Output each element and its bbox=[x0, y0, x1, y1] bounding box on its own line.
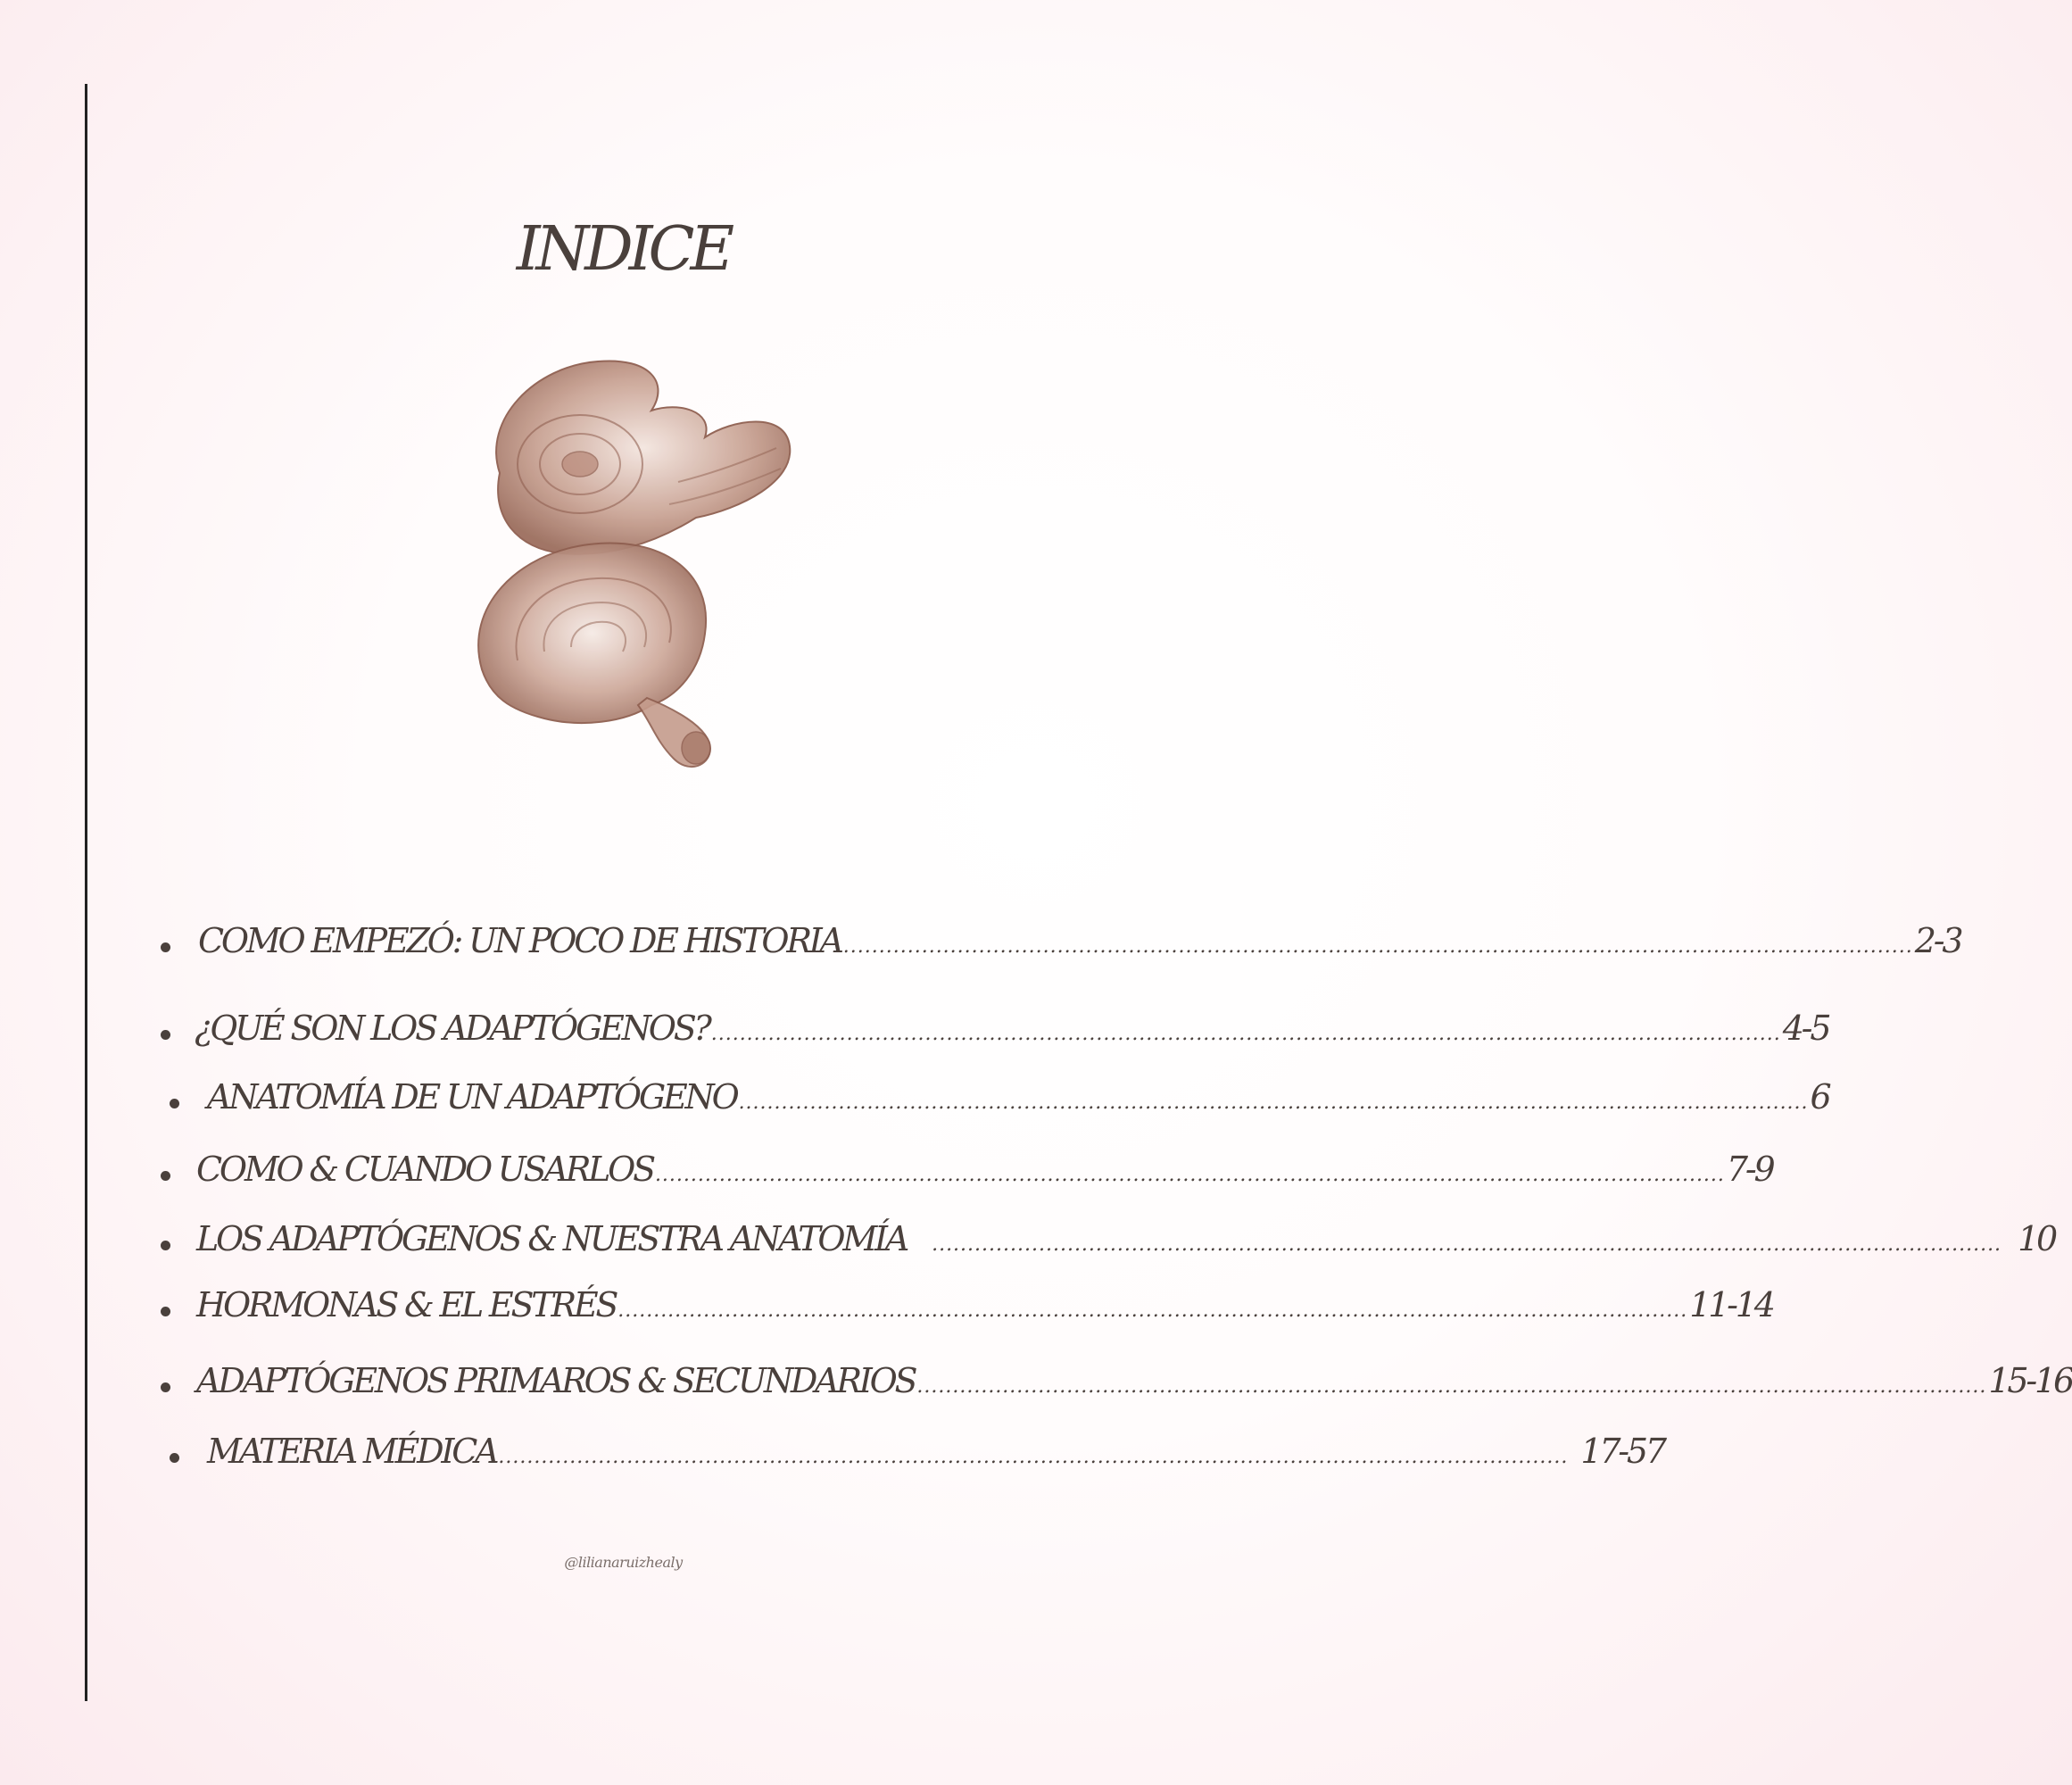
toc-item[interactable] bbox=[195, 1009, 1829, 1053]
toc-item-label: ADAPTÓGENOS PRIMAROS & SECUNDARIOS bbox=[196, 1361, 916, 1400]
toc-item-pages: 17-57 bbox=[1580, 1432, 1664, 1471]
toc-item[interactable] bbox=[207, 1432, 1664, 1476]
bullet-icon bbox=[161, 1307, 170, 1316]
bullet-icon bbox=[161, 1382, 170, 1392]
toc-dot-leader: ...................................................................................................................................................... bbox=[842, 935, 1913, 958]
bullet-icon bbox=[161, 942, 170, 952]
toc-item-pages: 4-5 bbox=[1782, 1009, 1829, 1048]
toc-dot-leader: ...................................................................................................................................................... bbox=[738, 1092, 1809, 1114]
toc-item-label: COMO EMPEZÓ: UN POCO DE HISTORIA bbox=[198, 921, 841, 960]
toc-item[interactable] bbox=[196, 1361, 2072, 1406]
toc-item-pages: 11-14 bbox=[1689, 1285, 1773, 1324]
footer-handle: @lilianaruizhealy bbox=[564, 1554, 683, 1571]
bullet-icon bbox=[170, 1453, 179, 1463]
toc-item-label: LOS ADAPTÓGENOS & NUESTRA ANATOMÍA bbox=[196, 1219, 908, 1258]
toc-item[interactable] bbox=[198, 921, 1961, 966]
toc-item-label: COMO & CUANDO USARLOS bbox=[196, 1150, 653, 1189]
toc-item-pages: 2-3 bbox=[1914, 921, 1961, 960]
toc-item-pages: 10 bbox=[2018, 1219, 2056, 1258]
toc-dot-leader: ...................................................................................................................................................... bbox=[654, 1164, 1725, 1186]
page-title: INDICE bbox=[516, 214, 731, 285]
toc-dot-leader: ...................................................................................................................................................... bbox=[916, 1375, 1987, 1398]
toc-item-pages: 7-9 bbox=[1726, 1150, 1773, 1189]
toc-item-label: ANATOMÍA DE UN ADAPTÓGENO bbox=[207, 1077, 737, 1117]
toc-item-label: MATERIA MÉDICA bbox=[207, 1432, 497, 1471]
bullet-icon bbox=[170, 1099, 179, 1108]
toc-item-pages: 15-16 bbox=[1988, 1361, 2072, 1400]
toc-item-label: ¿QUÉ SON LOS ADAPTÓGENOS? bbox=[195, 1009, 709, 1048]
toc-dot-leader: ...................................................................................................................................................... bbox=[932, 1233, 2002, 1256]
toc-item[interactable] bbox=[196, 1219, 2056, 1264]
bullet-icon bbox=[161, 1030, 170, 1040]
bullet-icon bbox=[161, 1241, 170, 1250]
toc-item[interactable] bbox=[207, 1077, 1829, 1122]
bullet-icon bbox=[161, 1171, 170, 1181]
toc-item-pages: 6 bbox=[1810, 1077, 1829, 1117]
toc-item[interactable] bbox=[196, 1285, 1773, 1330]
toc-dot-leader: ...................................................................................................................................................... bbox=[710, 1023, 1781, 1045]
toc-dot-leader: ...................................................................................................................................................... bbox=[498, 1446, 1569, 1468]
toc-dot-leader: ...................................................................................................................................................... bbox=[617, 1299, 1688, 1322]
toc-item[interactable] bbox=[196, 1150, 1773, 1194]
toc-item-label: HORMONAS & EL ESTRÉS bbox=[196, 1285, 617, 1324]
